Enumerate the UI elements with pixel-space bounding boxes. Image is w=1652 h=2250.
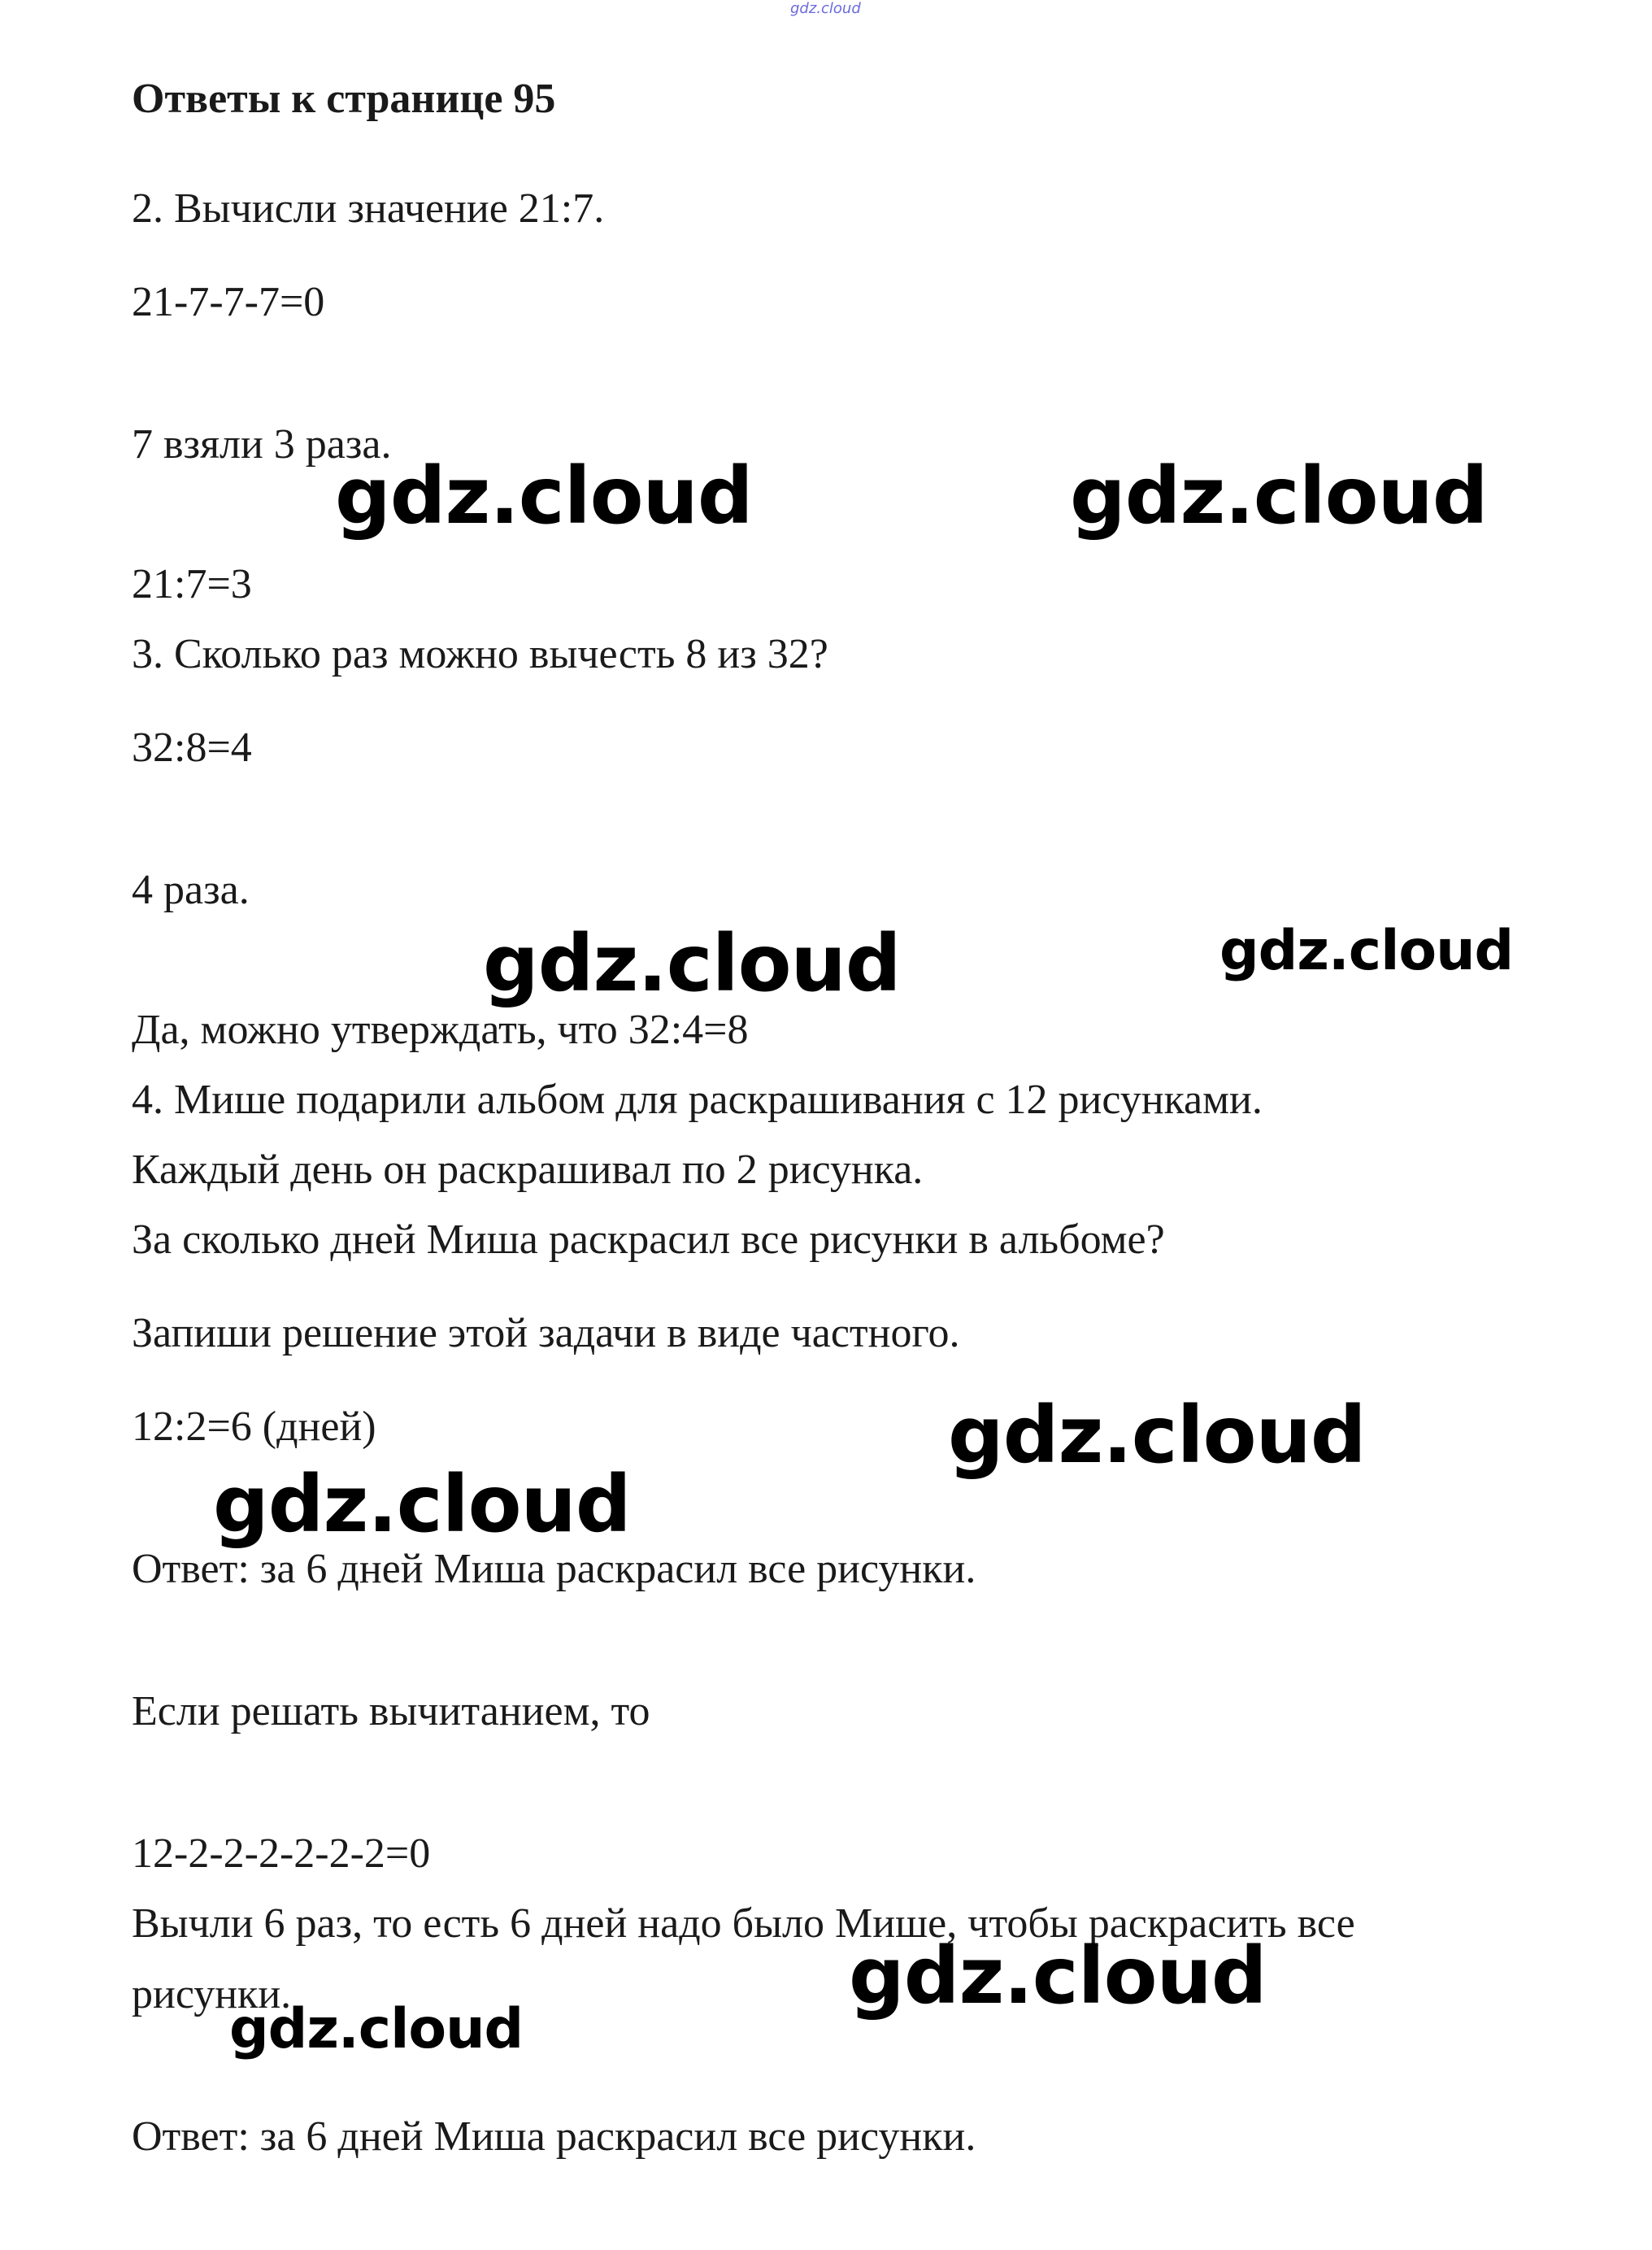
task-4-instruction: Запиши решение этой задачи в виде частного. (132, 1310, 960, 1356)
top-watermark: gdz.cloud (790, 0, 861, 17)
task-3-statement: Да, можно утверждать, что 32:4=8 (132, 1007, 749, 1053)
watermark: gdz.cloud (483, 918, 901, 1009)
watermark: gdz.cloud (849, 1930, 1267, 2022)
task-3-division: 32:8=4 (132, 725, 252, 771)
task-4-alternative: Если решать вычитанием, то (132, 1688, 650, 1734)
watermark: gdz.cloud (1070, 450, 1488, 542)
task-4-explanation-end: рисунки. (132, 1971, 292, 2017)
task-2-answer: 21:7=3 (132, 561, 252, 607)
task-4-line-2: Каждый день он раскрашивал по 2 рисунка. (132, 1147, 924, 1193)
watermark: gdz.cloud (335, 450, 753, 542)
watermark: gdz.cloud (229, 1997, 524, 2061)
task-2-subtraction: 21-7-7-7=0 (132, 279, 325, 325)
task-2-note: 7 взяли 3 раза. (132, 421, 392, 468)
task-4-subtraction: 12-2-2-2-2-2-2=0 (132, 1830, 431, 1877)
task-4-question: За сколько дней Миша раскрасил все рисунки в альбоме? (132, 1216, 1165, 1263)
task-4-explanation: Вычли 6 раз, то есть 6 дней надо было Мише, чтобы раскрасить все (132, 1900, 1355, 1947)
task-4-answer: Ответ: за 6 дней Миша раскрасил все рисунки. (132, 1546, 976, 1592)
task-2-heading: 2. Вычисли значение 21:7. (132, 185, 605, 232)
watermark: gdz.cloud (948, 1390, 1366, 1481)
task-3-answer: 4 раза. (132, 867, 250, 913)
task-4-heading: 4. Мише подарили альбом для раскрашивания с 12 рисунками. (132, 1077, 1263, 1123)
task-3-heading: 3. Сколько раз можно вычесть 8 из 32? (132, 631, 828, 677)
task-4-division: 12:2=6 (дней) (132, 1404, 376, 1450)
watermark: gdz.cloud (213, 1459, 631, 1550)
page-title: Ответы к странице 95 (132, 76, 556, 122)
watermark: gdz.cloud (1219, 919, 1514, 983)
task-4-final-answer: Ответ: за 6 дней Миша раскрасил все рисунки. (132, 2113, 976, 2160)
